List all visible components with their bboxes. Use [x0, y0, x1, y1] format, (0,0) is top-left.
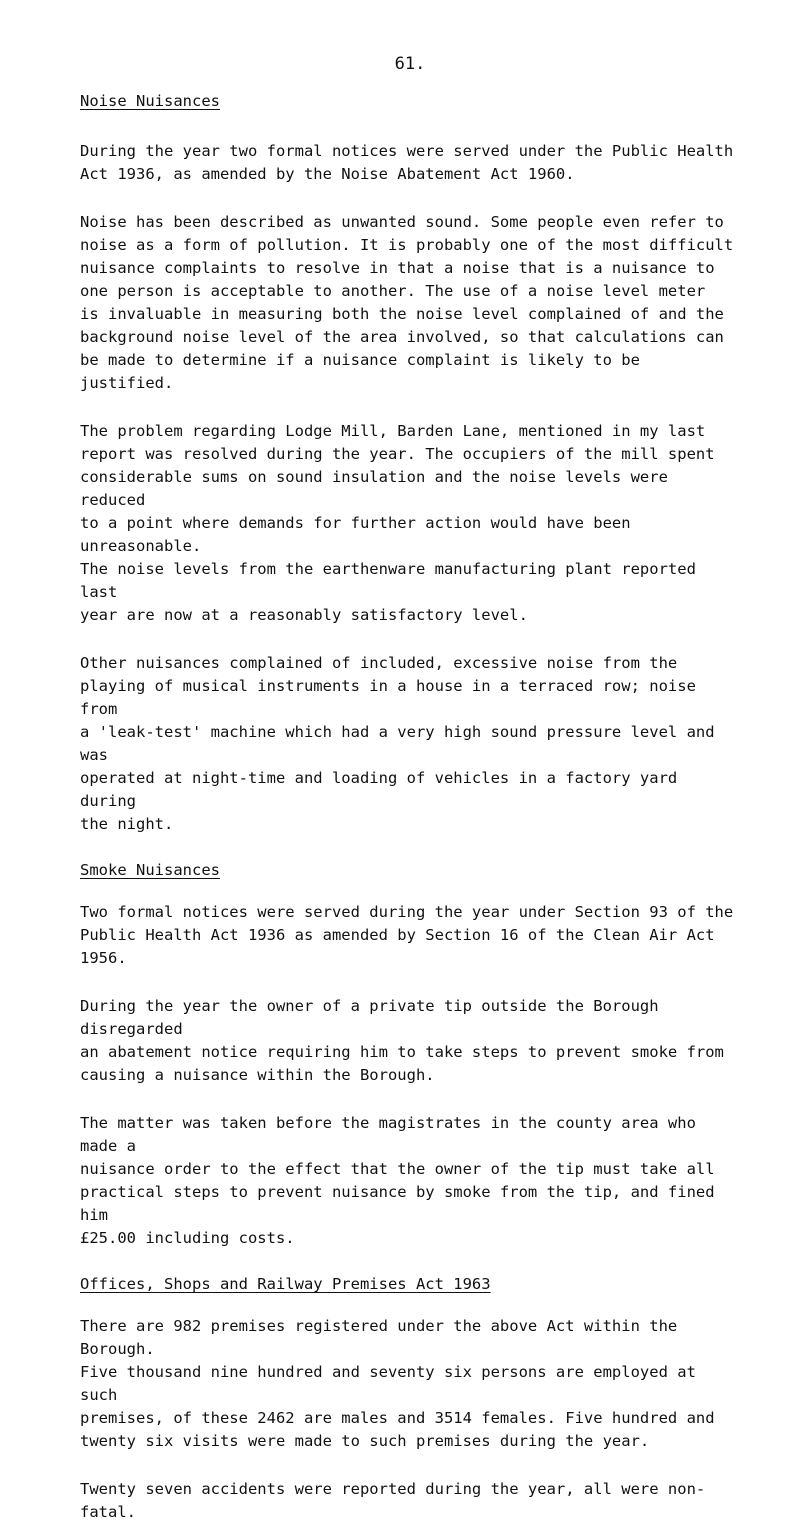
heading-smoke-nuisances: Smoke Nuisances	[80, 861, 220, 879]
offices-paragraph-1: There are 982 premises registered under the above Act within the Borough. Five thousand nine hundred and seventy six persons are employed at such premises, of these 2462 are males and 3514 females. Five hundred and twenty six visits were made to such premises during the year.	[80, 1317, 715, 1450]
smoke-paragraph-3: The matter was taken before the magistrates in the county area who made a nuisance order to the effect that the owner of the tip must take all practical steps to prevent nuisance by smoke from the tip, and fined him £25.00 including costs.	[80, 1114, 715, 1247]
page-number: 61.	[394, 54, 426, 74]
smoke-paragraph-2: During the year the owner of a private tip outside the Borough disregarded an abatement notice requiring him to take steps to prevent smoke from causing a nuisance within the Borough.	[80, 997, 724, 1084]
smoke-paragraph-1: Two formal notices were served during the year under Section 93 of the Public Health Act 1936 as amended by Section 16 of the Clean Air Act 1956.	[80, 903, 734, 967]
heading-noise-nuisances: Noise Nuisances	[80, 92, 220, 110]
noise-paragraph-3: The problem regarding Lodge Mill, Barden Lane, mentioned in my last report was resolved during the year. The occupiers of the mill spent considerable sums on sound insulation and the noise levels were reduced to a point where demands for further action would have been unreasonable. The noise levels from the earthenware manufacturing plant reported last year are now at a reasonably satisfactory level.	[80, 422, 715, 624]
offices-paragraph-2: Twenty seven accidents were reported during the year, all were non-fatal.	[80, 1480, 706, 1521]
heading-offices-shops-railway: Offices, Shops and Railway Premises Act 1963	[80, 1275, 491, 1293]
noise-paragraph-1: During the year two formal notices were served under the Public Health Act 1936, as amended by the Noise Abatement Act 1960.	[80, 142, 734, 183]
noise-paragraph-4: Other nuisances complained of included, excessive noise from the playing of musical instruments in a house in a terraced row; noise from a 'leak-test' machine which had a very high sound pressure level and was operated at night-time and loading of vehicles in a factory yard during the night.	[80, 654, 715, 833]
noise-paragraph-2: Noise has been described as unwanted sound. Some people even refer to noise as a form of pollution. It is probably one of the most difficult nuisance complaints to resolve in that a noise that is a nuisance to one person is acceptable to another. The use of a noise level meter is invaluable in measuring both the noise level complained of and the background noise level of the area involved, so that calculations can be made to determine if a nuisance complaint is likely to be justified.	[80, 213, 734, 392]
